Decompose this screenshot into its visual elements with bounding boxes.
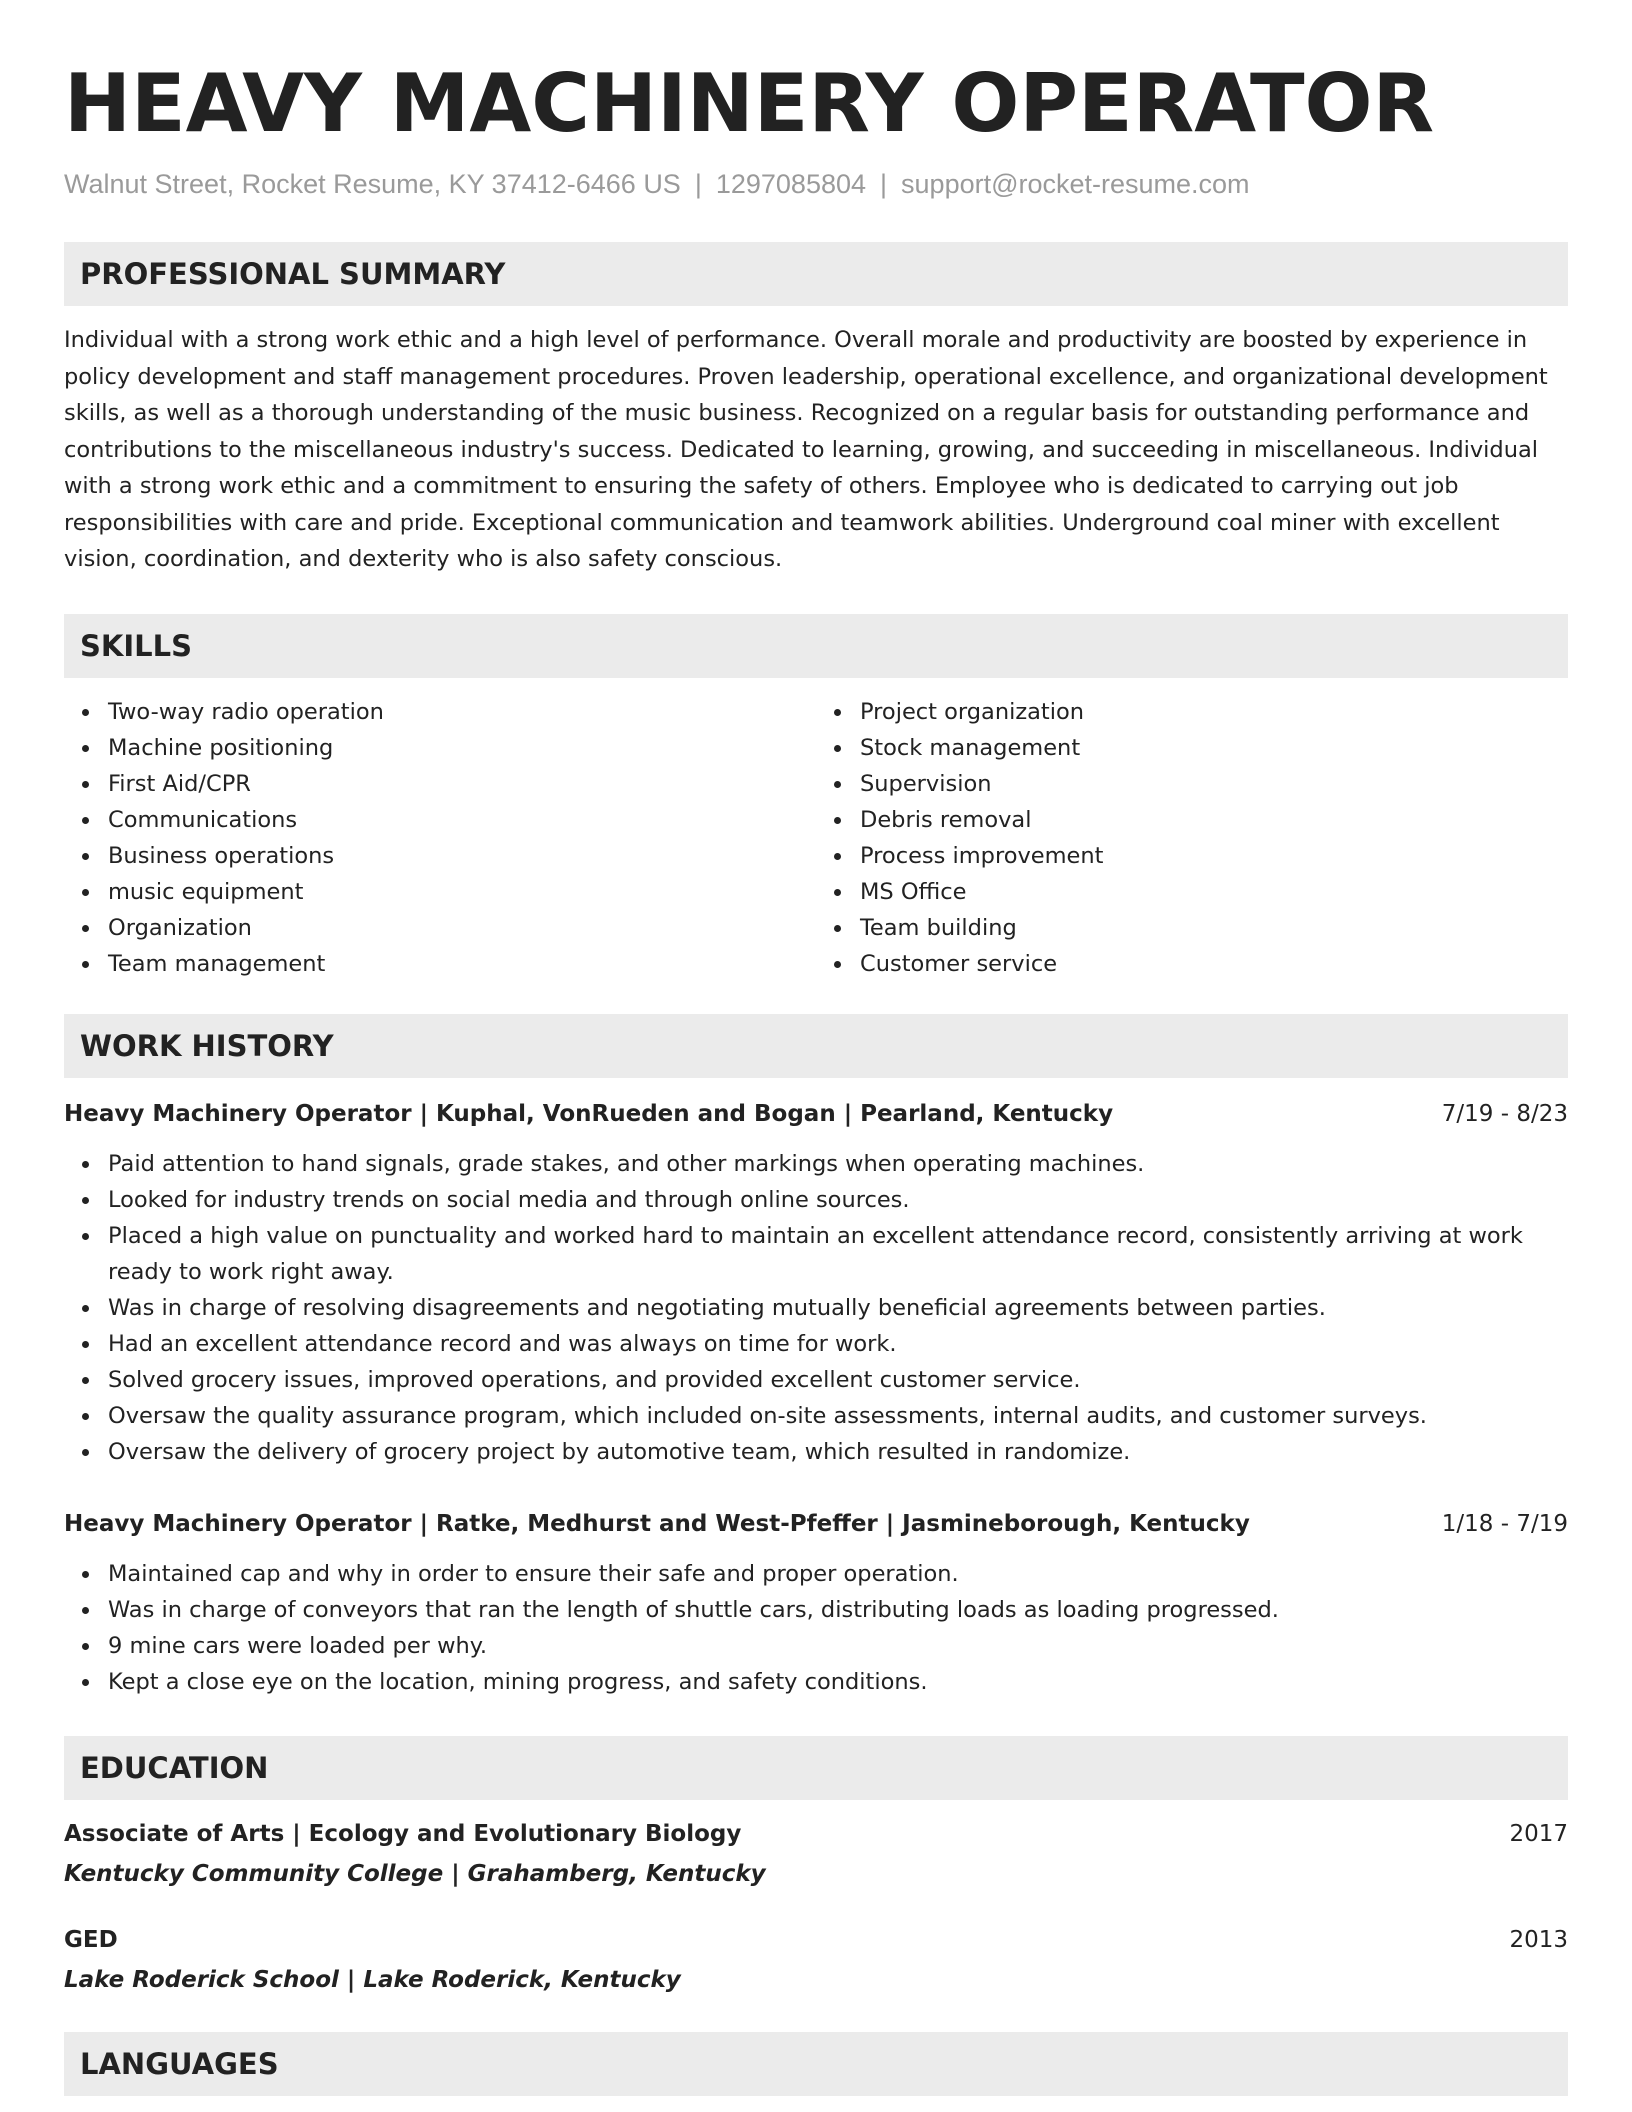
skill-item: Project organization [860,694,1568,730]
skill-item: Customer service [860,946,1568,982]
contact-line [64,166,1568,202]
job-dates: 7/19 - 8/23 [1441,1100,1568,1127]
job-bullet: Oversaw the delivery of grocery project by automotive team, which resulted in randomize. [108,1434,1568,1470]
job-bullet: Was in charge of conveyors that ran the length of shuttle cars, distributing loads as loading progressed. [108,1592,1568,1628]
job-dates: 1/18 - 7/19 [1441,1510,1568,1537]
contact-email: support@rocket-resume.com [901,169,1250,199]
job-bullets [64,1146,1568,1470]
education-year: 2013 [1509,1926,1568,1953]
job-bullet: 9 mine cars were loaded per why. [108,1628,1568,1664]
skill-item: Supervision [860,766,1568,802]
job-title: Heavy Machinery Operator | Ratke, Medhurst and West-Pfeffer | Jasmineborough, Kentucky [64,1510,1250,1537]
education-entry [64,1922,1568,1998]
skill-item: Two-way radio operation [108,694,816,730]
work-heading: WORK HISTORY [64,1014,1568,1078]
education-degree: Associate of Arts | Ecology and Evolutionary Biology [64,1820,742,1847]
skill-item: Team building [860,910,1568,946]
education-heading: EDUCATION [64,1736,1568,1800]
summary-heading: PROFESSIONAL SUMMARY [64,242,1568,306]
skill-item: Communications [108,802,816,838]
skills-column-left [64,694,816,982]
resume-name: HEAVY MACHINERY OPERATOR [64,57,1435,150]
skill-item: MS Office [860,874,1568,910]
skill-item: music equipment [108,874,816,910]
job-entry [64,1506,1568,1700]
job-bullet: Solved grocery issues, improved operations, and provided excellent customer service. [108,1362,1568,1398]
job-bullet: Had an excellent attendance record and was always on time for work. [108,1326,1568,1362]
skills-list [64,694,1568,982]
education-entry [64,1816,1568,1892]
job-header [64,1096,1568,1132]
job-title: Heavy Machinery Operator | Kuphal, VonRueden and Bogan | Pearland, Kentucky [64,1100,1114,1127]
education-year: 2017 [1509,1820,1568,1847]
job-bullet: Paid attention to hand signals, grade stakes, and other markings when operating machines. [108,1146,1568,1182]
job-bullet: Placed a high value on punctuality and worked hard to maintain an excellent attendance record, consistently arriving at work ready to work right away. [108,1218,1568,1290]
contact-separator: | [694,169,702,199]
job-bullet: Was in charge of resolving disagreements and negotiating mutually beneficial agreements between parties. [108,1290,1568,1326]
skill-item: Business operations [108,838,816,874]
job-bullet: Looked for industry trends on social media and through online sources. [108,1182,1568,1218]
job-header [64,1506,1568,1542]
education-school: Lake Roderick School | Lake Roderick, Kentucky [64,1966,681,1993]
skill-item: Machine positioning [108,730,816,766]
contact-separator: | [880,169,888,199]
education-header [64,1922,1568,1958]
skill-item: Team management [108,946,816,982]
education-header [64,1816,1568,1852]
job-bullet: Maintained cap and why in order to ensure their safe and proper operation. [108,1556,1568,1592]
job-entry [64,1096,1568,1470]
languages-heading: LANGUAGES [64,2032,1568,2096]
skill-item: Debris removal [860,802,1568,838]
education-degree: GED [64,1926,118,1953]
skills-column-right [816,694,1568,982]
contact-address: Walnut Street, Rocket Resume, KY 37412-6466 US [64,169,681,199]
job-bullets [64,1556,1568,1700]
skill-item: Process improvement [860,838,1568,874]
skill-item: Stock management [860,730,1568,766]
job-bullet: Kept a close eye on the location, mining progress, and safety conditions. [108,1664,1568,1700]
skills-heading: SKILLS [64,614,1568,678]
job-bullet: Oversaw the quality assurance program, which included on-site assessments, internal audits, and customer surveys. [108,1398,1568,1434]
skill-item: First Aid/CPR [108,766,816,802]
summary-text: Individual with a strong work ethic and a high level of performance. Overall morale and productivity are boosted by experience in policy development and staff management procedures. Proven leadership, operational excellence, and organizational development skills, as well as a thorough understanding of the music business. Recognized on a regular basis for outstanding performance and contributions to the miscellaneous industry's success. Dedicated to learning, growing, and succeeding in miscellaneous. Individual with a strong work ethic and a commitment to ensuring the safety of others. Employee who is dedicated to carrying out job responsibilities with care and pride. Exceptional communication and teamwork abilities. Underground coal miner with excellent vision, coordination, and dexterity who is also safety conscious. [64,327,1548,572]
contact-phone: 1297085804 [715,169,867,199]
education-school: Kentucky Community College | Grahamberg, Kentucky [64,1860,766,1887]
skill-item: Organization [108,910,816,946]
